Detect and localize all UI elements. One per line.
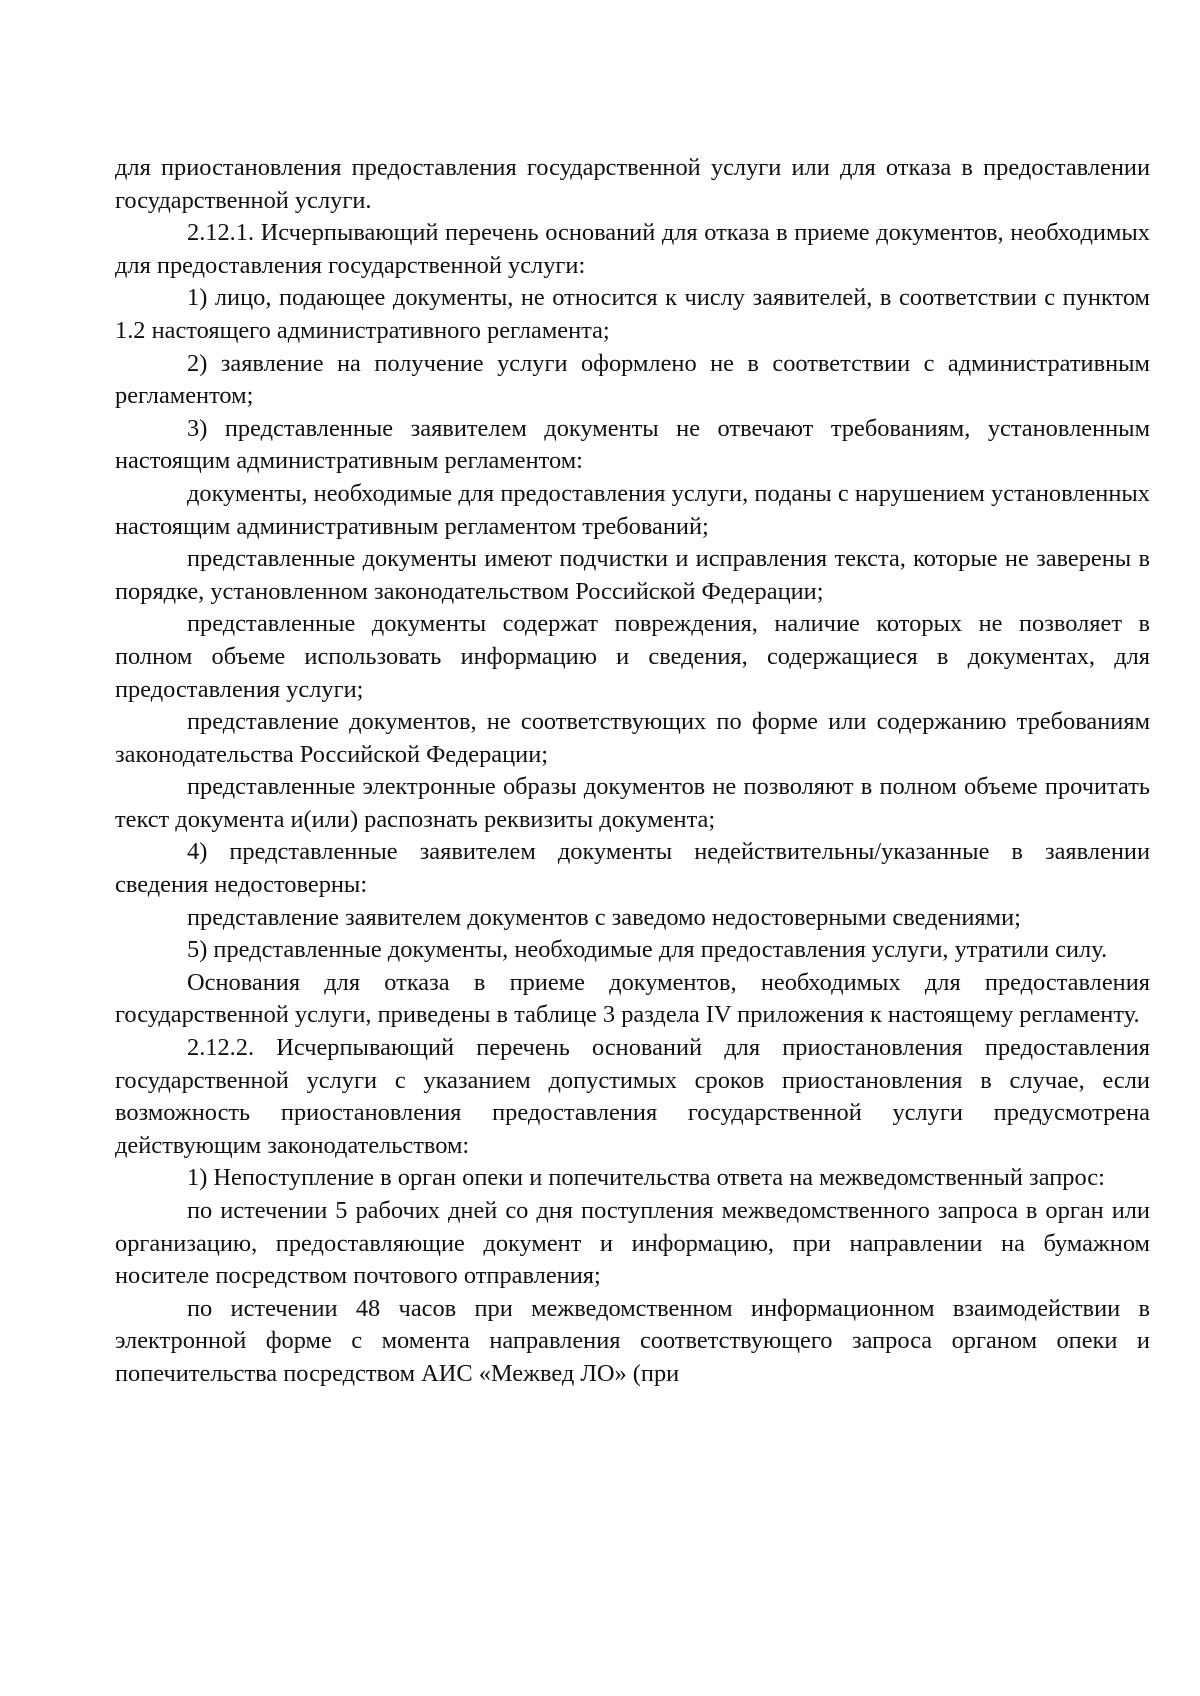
paragraph-item-4-sub-1: представление заявителем документов с заведомо недостоверными сведениями; [187,903,1021,931]
paragraph-continuation: для приостановления предоставления государственной услуги или для отказа в предоставлении государственной услуги. [115,154,1150,214]
paragraph-suspension-sub-1: по истечении 5 рабочих дней со дня поступления межведомственного запроса в орган или организацию, предоставляющие документ и информацию, при направлении на бумажном носителе посредством почтового отправления; [115,1197,1150,1290]
paragraph-item-4: 4) представленные заявителем документы недействительны/указанные в заявлении сведения недостоверны: [115,838,1150,899]
paragraph-item-3-sub-5: представленные электронные образы документов не позволяют в полном объеме прочитать текст документа и(или) распознать реквизиты документа; [115,773,1150,833]
paragraph-suspension-item-1: 1) Непоступление в орган опеки и попечительства ответа на межведомственный запрос: [187,1164,1105,1192]
paragraph-2-12-1-heading: 2.12.1. Исчерпывающий перечень оснований для отказа в приеме документов, необходимых для предоставления государственной услуги: [115,219,1150,279]
paragraph-refusal-grounds-note: Основания для отказа в приеме документов, необходимых для предоставления государственной услуги, приведены в таблице 3 раздела IV приложения к настоящему регламенту. [115,968,1150,1029]
paragraph-2-12-2-heading: 2.12.2. Исчерпывающий перечень оснований для приостановления предоставления государственной услуги с указанием допустимых сроков приостановления в случае, если возможность приостановления предоставления государственной услуги предусмотрена действующим законодательством: [115,1034,1150,1159]
paragraph-item-3-sub-3: представленные документы содержат повреждения, наличие которых не позволяет в полном объеме использовать информацию и сведения, содержащиеся в документах, для предоставления услуги; [115,610,1150,703]
paragraph-item-1: 1) лицо, подающее документы, не относится к числу заявителей, в соответствии с пунктом 1.2 настоящего административного регламента; [115,284,1150,344]
paragraph-suspension-sub-2: по истечении 48 часов при межведомственном информационном взаимодействии в электронной форме с момента направления соответствующего запроса органом опеки и попечительства посредством АИС «Межвед ЛО» (при [115,1294,1150,1387]
paragraph-item-3: 3) представленные заявителем документы не отвечают требованиям, установленным настоящим административным регламентом: [115,414,1150,475]
paragraph-item-3-sub-2: представленные документы имеют подчистки и исправления текста, которые не заверены в порядке, установленном законодательством Российской Федерации; [115,545,1150,605]
paragraph-item-3-sub-1: документы, необходимые для предоставления услуги, поданы с нарушением установленных настоящим административным регламентом требований; [115,479,1150,540]
paragraph-item-3-sub-4: представление документов, не соответствующих по форме или содержанию требованиям законодательства Российской Федерации; [115,708,1150,768]
document-body [115,152,1150,1391]
paragraph-item-2: 2) заявление на получение услуги оформлено не в соответствии с административным регламентом; [115,349,1150,410]
paragraph-item-5: 5) представленные документы, необходимые для предоставления услуги, утратили силу. [187,936,1108,964]
